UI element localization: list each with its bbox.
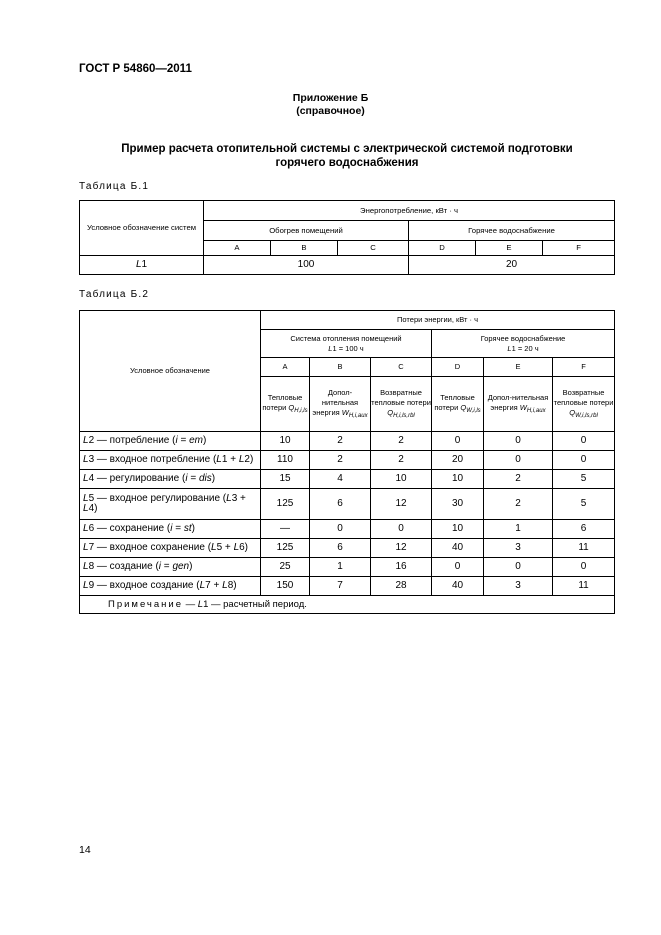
table-cell: 40 (432, 539, 484, 558)
table2-col-label: E (484, 358, 553, 377)
table1-energy-header: Энергопотребление, кВт · ч (204, 201, 615, 221)
table-cell: 10 (432, 470, 484, 489)
table1-col-label: C (338, 241, 409, 256)
table2-col-desc: Возвратные тепловые потери $Q_{H,i,ls,rbl}$ (371, 377, 432, 432)
table-cell: 5 (553, 470, 615, 489)
appendix-subtitle: (справочное) (296, 105, 365, 117)
table2-loss-header: Потери энергии, кВт · ч (261, 311, 615, 330)
table-cell: 150 (261, 577, 310, 596)
table-row (80, 577, 615, 596)
table-cell: 16 (371, 558, 432, 577)
table-row (80, 451, 615, 470)
table1-col-label: B (271, 241, 338, 256)
table2-col-desc: Допол-нительная энергия $W_{H,i,aux}$ (484, 377, 553, 432)
document-header: ГОСТ Р 54860—2011 (79, 63, 192, 75)
table1-row-label: L1 (80, 256, 204, 275)
table-cell: 10 (371, 470, 432, 489)
table-cell: 0 (432, 432, 484, 451)
table-cell: 2 (371, 451, 432, 470)
table-row (80, 539, 615, 558)
table-row (80, 432, 615, 451)
table-cell: 0 (484, 451, 553, 470)
table-cell: 110 (261, 451, 310, 470)
table-cell: 0 (553, 451, 615, 470)
table-cell: 0 (432, 558, 484, 577)
table2-col-desc: Тепловые потери $Q_{H,i,ls}$ (261, 377, 310, 432)
table1-group-heating: Обогрев помещений (204, 221, 409, 241)
table-row (80, 470, 615, 489)
page-number: 14 (79, 844, 91, 856)
table2-row-header: Условное обозначение (80, 311, 261, 432)
table2-col-label: B (310, 358, 371, 377)
table2 (79, 310, 615, 614)
row-label: L6 — сохранение (i = st) (80, 520, 261, 539)
table-cell: 6 (310, 489, 371, 520)
table-cell: 40 (432, 577, 484, 596)
table-cell: 0 (484, 558, 553, 577)
table-cell: 2 (310, 451, 371, 470)
table-cell: 3 (484, 539, 553, 558)
note-prefix: Примечание (108, 598, 183, 610)
table2-col-label: D (432, 358, 484, 377)
table-cell: 2 (310, 432, 371, 451)
table1-water-value: 20 (409, 256, 615, 275)
table-cell: 0 (553, 558, 615, 577)
row-label: L9 — входное создание (L7 + L8) (80, 577, 261, 596)
table2-col-label: A (261, 358, 310, 377)
table-cell: 1 (310, 558, 371, 577)
table1-group-water: Горячее водоснабжение (409, 221, 615, 241)
table2-group-heating-sub: L1 = 100 ч (328, 343, 364, 353)
table2-group-heating-title: Система отопления помещений (290, 333, 402, 343)
table2-group-water-title: Горячее водоснабжение (480, 333, 566, 343)
table1 (79, 200, 615, 275)
table2-col-desc: Тепловые потери $Q_{W,i,ls}$ (432, 377, 484, 432)
row-label: L2 — потребление (i = em) (80, 432, 261, 451)
table-cell: 2 (484, 470, 553, 489)
table-cell: 11 (553, 539, 615, 558)
table-cell: 4 (310, 470, 371, 489)
table-cell: 2 (371, 432, 432, 451)
row-label: L3 — входное потребление (L1 + L2) (80, 451, 261, 470)
appendix-heading (0, 92, 661, 118)
table-cell: — (261, 520, 310, 539)
table-cell: 11 (553, 577, 615, 596)
table-cell: 0 (553, 432, 615, 451)
table2-group-water-sub: L1 = 20 ч (507, 343, 539, 353)
table-cell: 1 (484, 520, 553, 539)
note-text: — L1 — расчетный период. (183, 598, 307, 610)
table2-group-water (432, 330, 615, 358)
table-cell: 5 (553, 489, 615, 520)
table1-heating-value: 100 (204, 256, 409, 275)
row-label: L4 — регулирование (i = dis) (80, 470, 261, 489)
table1-col-label: F (543, 241, 615, 256)
table-cell: 10 (432, 520, 484, 539)
table-row (80, 520, 615, 539)
table-cell: 0 (371, 520, 432, 539)
table2-note (80, 596, 615, 614)
table-cell: 12 (371, 539, 432, 558)
table-cell: 7 (310, 577, 371, 596)
table-cell: 28 (371, 577, 432, 596)
table2-col-label: C (371, 358, 432, 377)
table-cell: 6 (310, 539, 371, 558)
table-cell: 3 (484, 577, 553, 596)
table2-caption: Таблица Б.2 (79, 289, 150, 300)
table-cell: 2 (484, 489, 553, 520)
table-cell: 0 (484, 432, 553, 451)
table2-col-desc: Возвратные тепловые потери $Q_{W,i,ls,rbl}$ (553, 377, 615, 432)
row-label: L8 — создание (i = gen) (80, 558, 261, 577)
table-cell: 30 (432, 489, 484, 520)
appendix-title: Приложение Б (292, 92, 369, 104)
table-cell: 125 (261, 539, 310, 558)
example-title: Пример расчета отопительной системы с электрической системой подготовки горячего водоснабжения (121, 143, 573, 169)
table-cell: 15 (261, 470, 310, 489)
table1-row-header: Условное обозначение систем (80, 201, 204, 256)
table-cell: 0 (310, 520, 371, 539)
table-row (80, 558, 615, 577)
table-cell: 20 (432, 451, 484, 470)
row-label: L7 — входное сохранение (L5 + L6) (80, 539, 261, 558)
table1-col-label: D (409, 241, 476, 256)
table2-col-label: F (553, 358, 615, 377)
table1-col-label: A (204, 241, 271, 256)
table-cell: 6 (553, 520, 615, 539)
table-cell: 10 (261, 432, 310, 451)
table1-col-label: E (476, 241, 543, 256)
table-row (80, 489, 615, 520)
table2-group-heating (261, 330, 432, 358)
table1-caption: Таблица Б.1 (79, 181, 150, 192)
table-cell: 125 (261, 489, 310, 520)
row-label: L5 — входное регулирование (L3 + L4) (80, 489, 261, 520)
table-cell: 25 (261, 558, 310, 577)
table-cell: 12 (371, 489, 432, 520)
table2-col-desc: Допол-нительная энергия $W_{H,i,aux}$ (310, 377, 371, 432)
